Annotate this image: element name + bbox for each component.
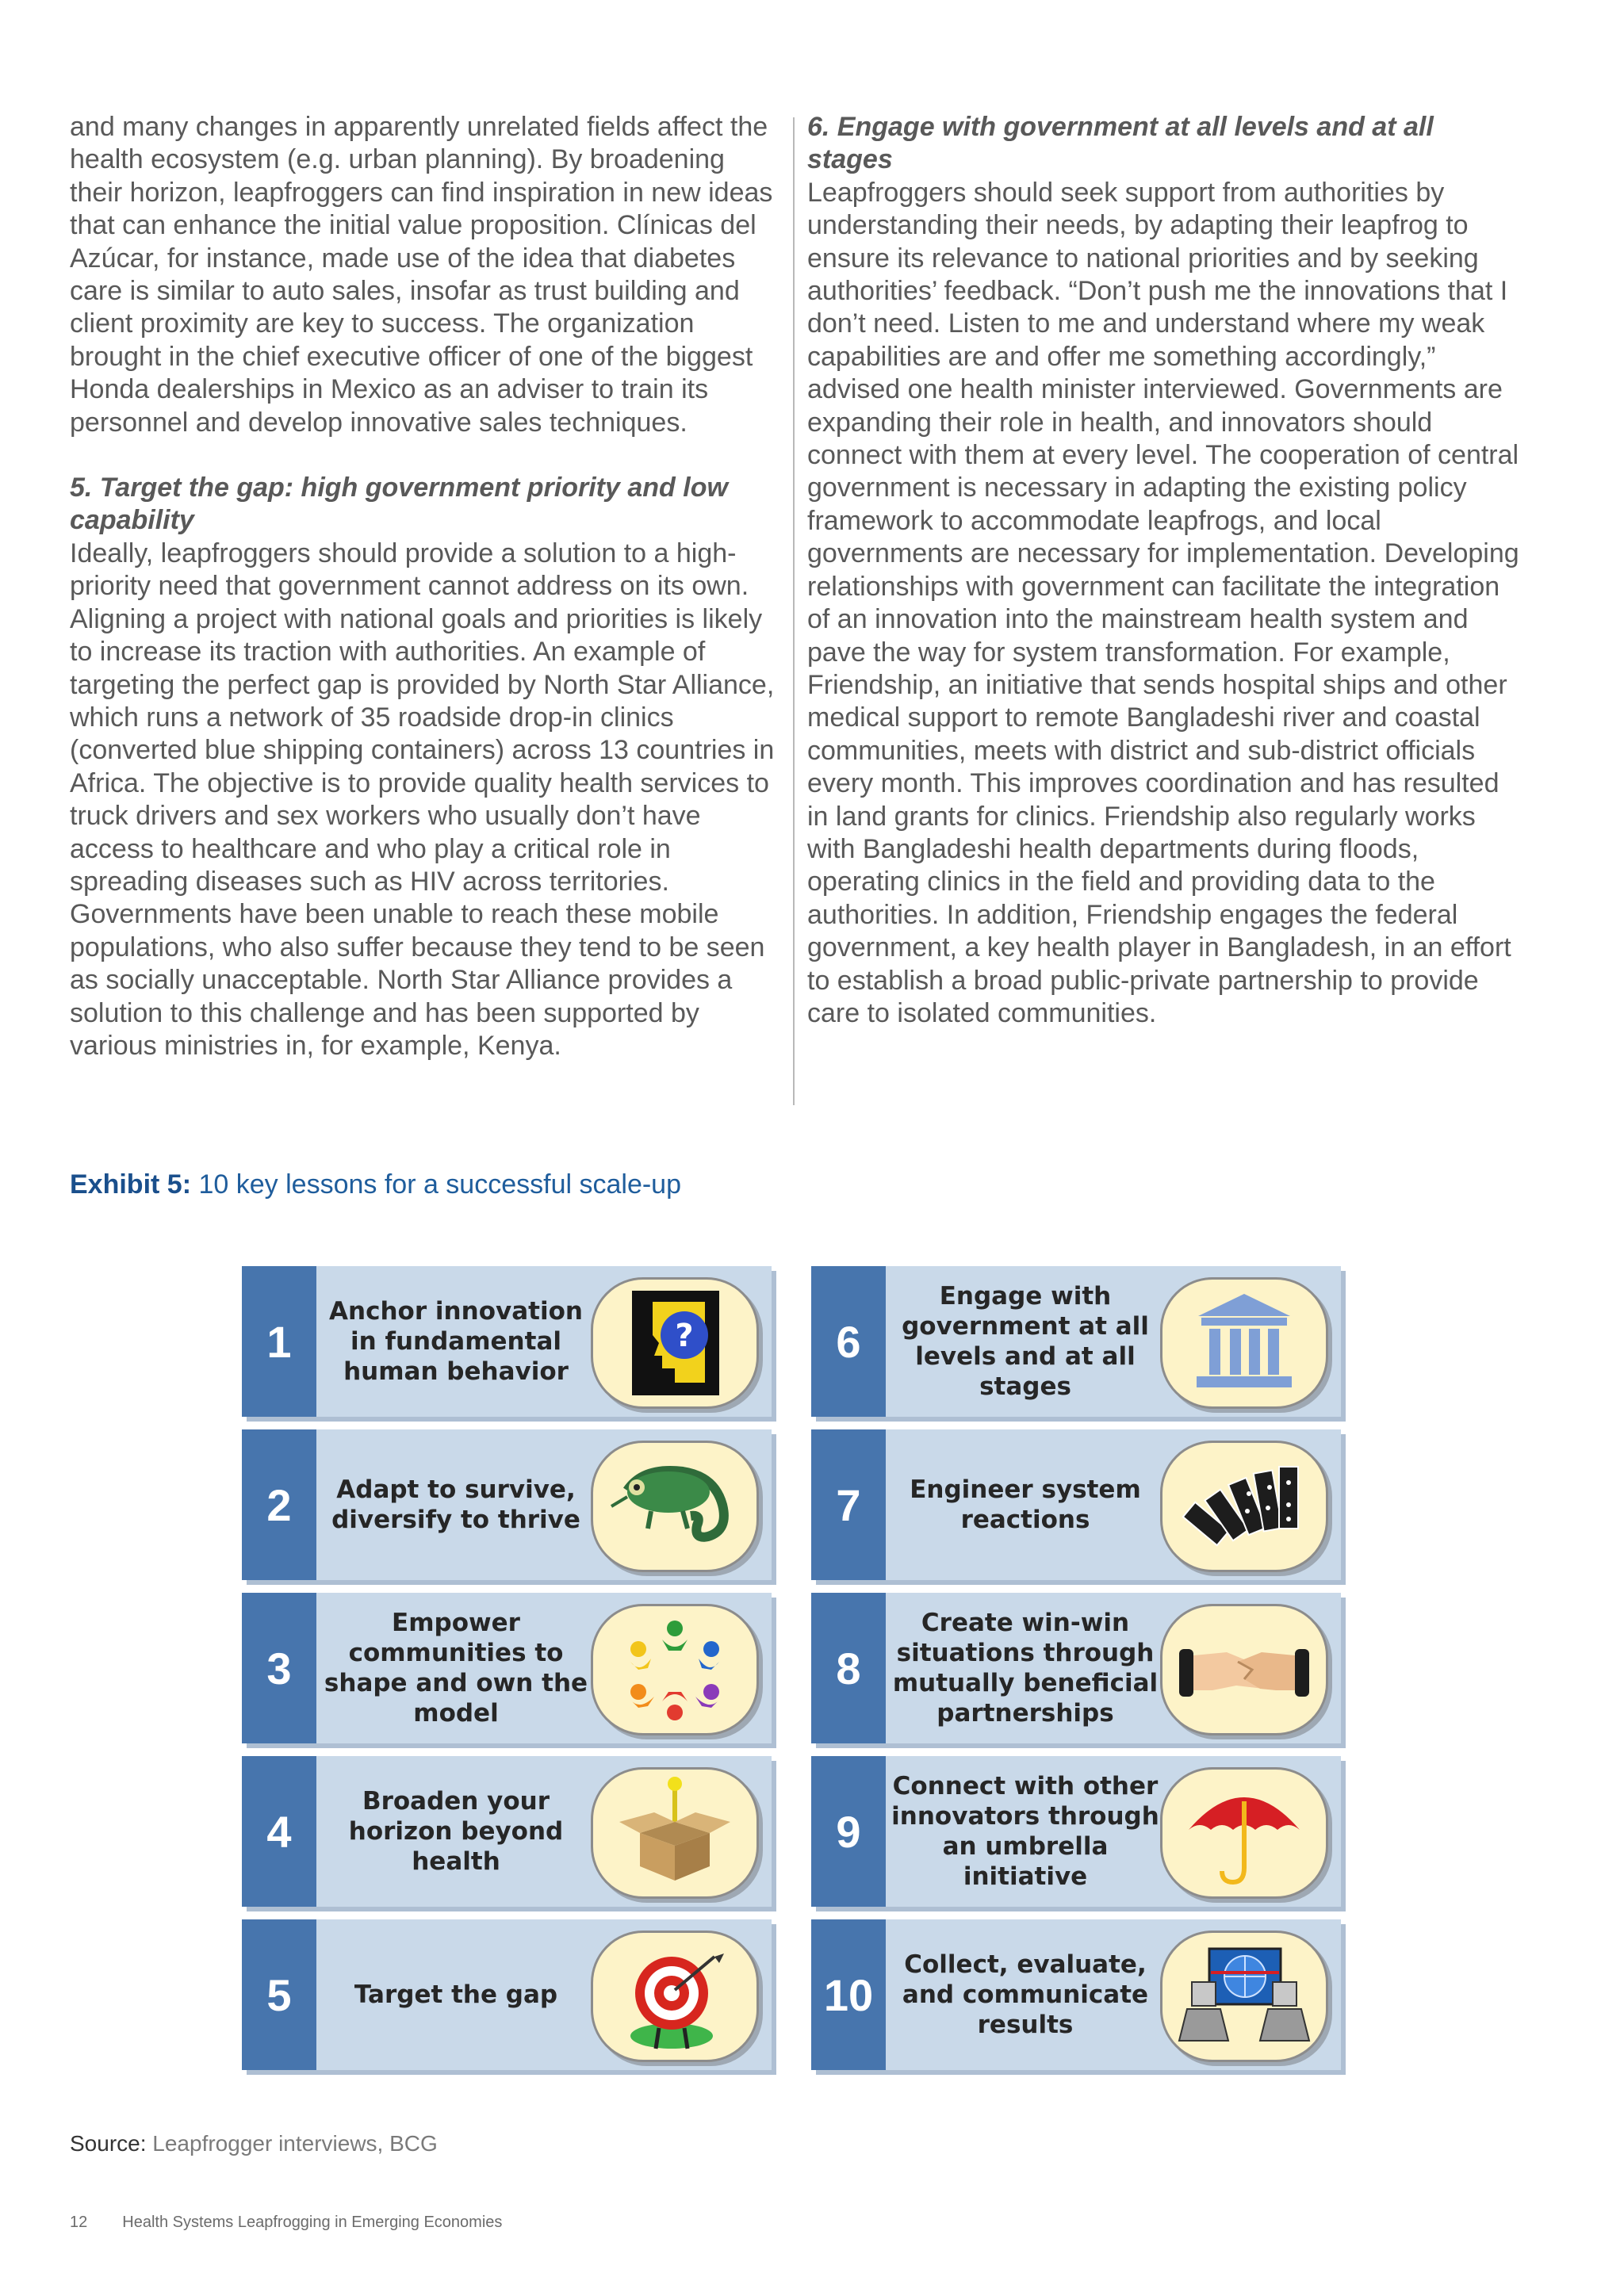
column-divider (793, 117, 795, 1105)
open-box-icon (591, 1767, 759, 1899)
lesson-number: 6 (811, 1266, 886, 1417)
umbrella-icon (1160, 1767, 1328, 1899)
section-5-body: Ideally, leapfroggers should provide a solution to a high-priority need that government cannot address on its own. Aligning a project with national goals and priorities is likely to increase its traction with authorities. An example of targeting the perfect gap is provided by North Star Alliance, which runs a network of 35 roadside drop-in clinics (converted blue shipping containers) across 13 countries in Africa. The objective is to provide quality health services to truck drivers and sex workers who usually don’t have access to healthcare and who play a critical role in spreading diseases such as HIV across territories. Governments have been unable to reach these mobile populations, who also suffer because they tend to be seen as socially unacceptable. North Star Alliance provides a solution to this challenge and has been supported by various ministries in, for example, Kenya. (70, 538, 775, 1061)
lesson-label: Connect with other innovators through an umbrella initiative (891, 1772, 1159, 1891)
publication-title: Health Systems Leapfrogging in Emerging Economies (122, 2214, 503, 2231)
question-mark-head-icon (591, 1277, 759, 1409)
chameleon-icon (591, 1441, 759, 1572)
section-6-body: Leapfroggers should seek support from authorities by understanding their needs, by adapting their leapfrog to ensure its relevance to national priorities and by seeking authorities’ feedback. “Don’t push me the innovations that I don’t need. Listen to me and understand where my weak capabilities are and offer me something accordingly,” advised one health minister interviewed. Governments are expanding their role in health, and innovators should connect with them at every level. The cooperation of central government is necessary in adapting the existing policy framework to accommodate leapfrogs, and local governments are necessary for implementation. Developing relationships with government can facilitate the integration of an innovation into the mainstream health system and pave the way for system transformation. For example, Friendship, an initiative that sends hospital ships and other medical support to remote Bangladeshi river and coastal communities, meets with district and sub-district officials every month. This improves coordination and has resulted in land grants for clinics. Friendship also regularly works with Bangladeshi health departments during floods, operating clinics in the field and providing data to the authorities. In addition, Friendship engages the federal government, a key health player in Bangladesh, in an effort to establish a broad public-private partnership to provide care to isolated communities. (807, 177, 1519, 1028)
lesson-card (811, 1919, 1341, 2070)
page-footer (70, 2214, 502, 2232)
lesson-number: 1 (242, 1266, 316, 1417)
lesson-number: 2 (242, 1429, 316, 1580)
lesson-number: 8 (811, 1593, 886, 1743)
exhibit-title (70, 1169, 681, 1200)
lesson-card (811, 1593, 1341, 1743)
left-column (70, 111, 783, 1062)
lesson-label: Target the gap (354, 1980, 558, 2009)
lesson-label: Create win-win situations through mutually beneficial partnerships (892, 1609, 1159, 1728)
lesson-number: 7 (811, 1429, 886, 1580)
lesson-card (811, 1429, 1341, 1580)
lesson-number: 3 (242, 1593, 316, 1743)
left-intro-paragraph: and many changes in apparently unrelated fields affect the health ecosystem (e.g. urban planning). By broadening their horizon, leapfroggers can find inspiration in new ideas that can enhance the initial value proposition. Clínicas del Azúcar, for instance, made use of the idea that diabetes care is similar to auto sales, insofar as trust building and client proximity are key to success. The organization brought in the chief executive officer of one of the biggest Honda dealerships in Mexico as an adviser to train its personnel and develop innovative sales techniques. (70, 112, 773, 438)
lesson-card (242, 1266, 772, 1417)
lesson-label: Broaden your horizon beyond health (348, 1787, 564, 1876)
lesson-number: 10 (811, 1919, 886, 2070)
page-number: 12 (70, 2214, 88, 2231)
lesson-label: Collect, evaluate, and communicate results (902, 1950, 1149, 2039)
lesson-card (242, 1756, 772, 1907)
lesson-card (242, 1429, 772, 1580)
dominoes-icon (1160, 1441, 1328, 1572)
source-text: Leapfrogger interviews, BCG (152, 2131, 438, 2156)
section-6-heading: 6. Engage with government at all levels and at all stages (807, 112, 1434, 175)
lesson-card (242, 1919, 772, 2070)
target-icon (591, 1931, 759, 2062)
source-note (70, 2131, 438, 2156)
exhibit-label: Exhibit 5: (70, 1169, 192, 1200)
exhibit-caption: 10 key lessons for a successful scale-up (198, 1169, 681, 1200)
lesson-label: Anchor innovation in fundamental human behavior (329, 1297, 583, 1386)
computers-globe-icon (1160, 1931, 1328, 2062)
source-label: Source: (70, 2131, 147, 2156)
lesson-number: 5 (242, 1919, 316, 2070)
lesson-label: Empower communities to shape and own the model (324, 1609, 588, 1728)
lesson-number: 9 (811, 1756, 886, 1907)
svg-text:?: ? (675, 1318, 694, 1354)
government-building-icon (1160, 1277, 1328, 1409)
lesson-card (811, 1266, 1341, 1417)
handshake-icon (1160, 1604, 1328, 1735)
section-5-heading: 5. Target the gap: high government priority and low capability (70, 473, 728, 536)
lesson-card (811, 1756, 1341, 1907)
right-column (807, 111, 1521, 1030)
lesson-number: 4 (242, 1756, 316, 1907)
people-circle-icon (591, 1604, 759, 1735)
lesson-label: Engage with government at all levels and at all stages (902, 1282, 1149, 1401)
lesson-label: Engineer system reactions (910, 1475, 1141, 1534)
lesson-card (242, 1593, 772, 1743)
lesson-label: Adapt to survive, diversify to thrive (331, 1475, 580, 1534)
